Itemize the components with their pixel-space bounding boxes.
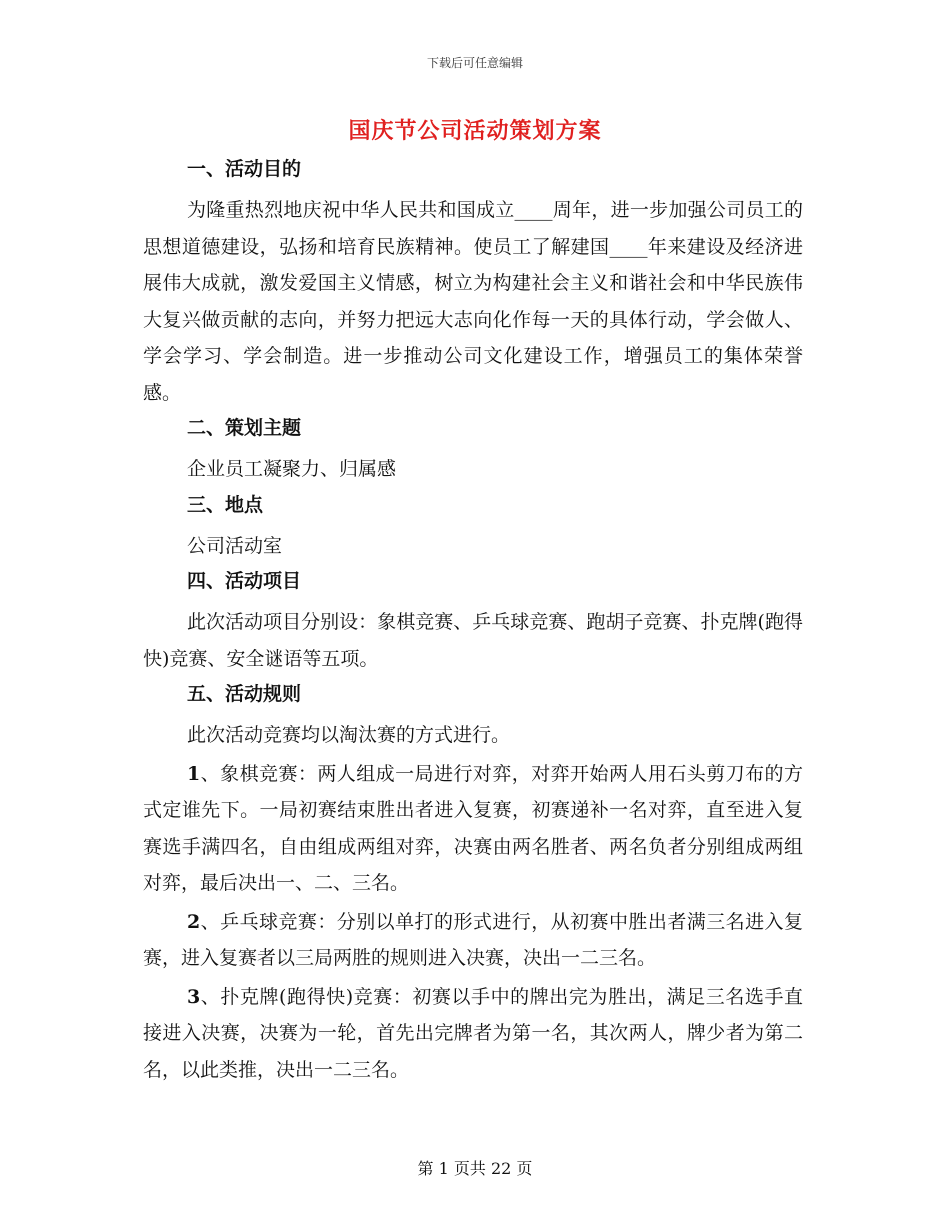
section-heading-location: 三、地点 — [187, 493, 264, 516]
items-paragraph: 此次活动项目分别设：象棋竞赛、乒乓球竞赛、跑胡子竞赛、扑克牌(跑得快)竞赛、安全谜语等五项。 — [143, 611, 803, 670]
section-heading-theme: 二、策划主题 — [187, 417, 302, 439]
rule-number: 2 — [187, 910, 201, 933]
document-body — [143, 152, 803, 1088]
document-title: 国庆节公司活动策划方案 — [348, 118, 602, 144]
location-paragraph: 公司活动室 — [187, 534, 283, 557]
rule-number: 1 — [187, 762, 201, 785]
section-heading-items: 四、活动项目 — [187, 570, 302, 592]
section-heading-purpose: 一、活动目的 — [187, 158, 302, 180]
rules-intro-paragraph: 此次活动竞赛均以淘汰赛的方式进行。 — [187, 724, 511, 746]
theme-paragraph: 企业员工凝聚力、归属感 — [187, 458, 397, 480]
rule-text: 、象棋竞赛：两人组成一局进行对弈，对弈开始两人用石头剪刀布的方式定谁先下。一局初赛结束胜出者进入复赛，初赛递补一名对弈，直至进入复赛选手满四名，自由组成两组对弈，决赛由两名胜者、两名负者分别组成两组对弈，最后决出一、二、三名。 — [143, 762, 803, 894]
purpose-paragraph: 为隆重热烈地庆祝中华人民共和国成立____周年，进一步加强公司员工的思想道德建设，弘扬和培育民族精神。使员工了解建国____年来建设及经济进展伟大成就，激发爱国主义情感，树立为构建社会主义和谐社会和中华民族伟大复兴做贡献的志向，并努力把远大志向化作每一天的具体行动，学会做人、学会学习、学会制造。进一步推动公司文化建设工作，增强员工的集体荣誉感。 — [143, 199, 803, 404]
rule-text: 、乒乓球竞赛：分别以单打的形式进行，从初赛中胜出者满三名进入复赛，进入复赛者以三局两胜的规则进入决赛，决出一二三名。 — [143, 910, 803, 969]
rule-number: 3 — [187, 985, 201, 1008]
rule-item — [143, 904, 803, 977]
rule-item — [143, 979, 803, 1089]
section-heading-rules: 五、活动规则 — [187, 683, 302, 705]
rule-item — [143, 756, 803, 902]
page-header: 下载后可任意编辑 — [426, 56, 523, 70]
page-footer: 第 1 页共 22 页 — [417, 1159, 533, 1178]
rule-text: 、扑克牌(跑得快)竞赛：初赛以手中的牌出完为胜出，满足三名选手直接进入决赛，决赛为一轮，首先出完牌者为第一名，其次两人，牌少者为第二名，以此类推，决出一二三名。 — [143, 985, 803, 1081]
